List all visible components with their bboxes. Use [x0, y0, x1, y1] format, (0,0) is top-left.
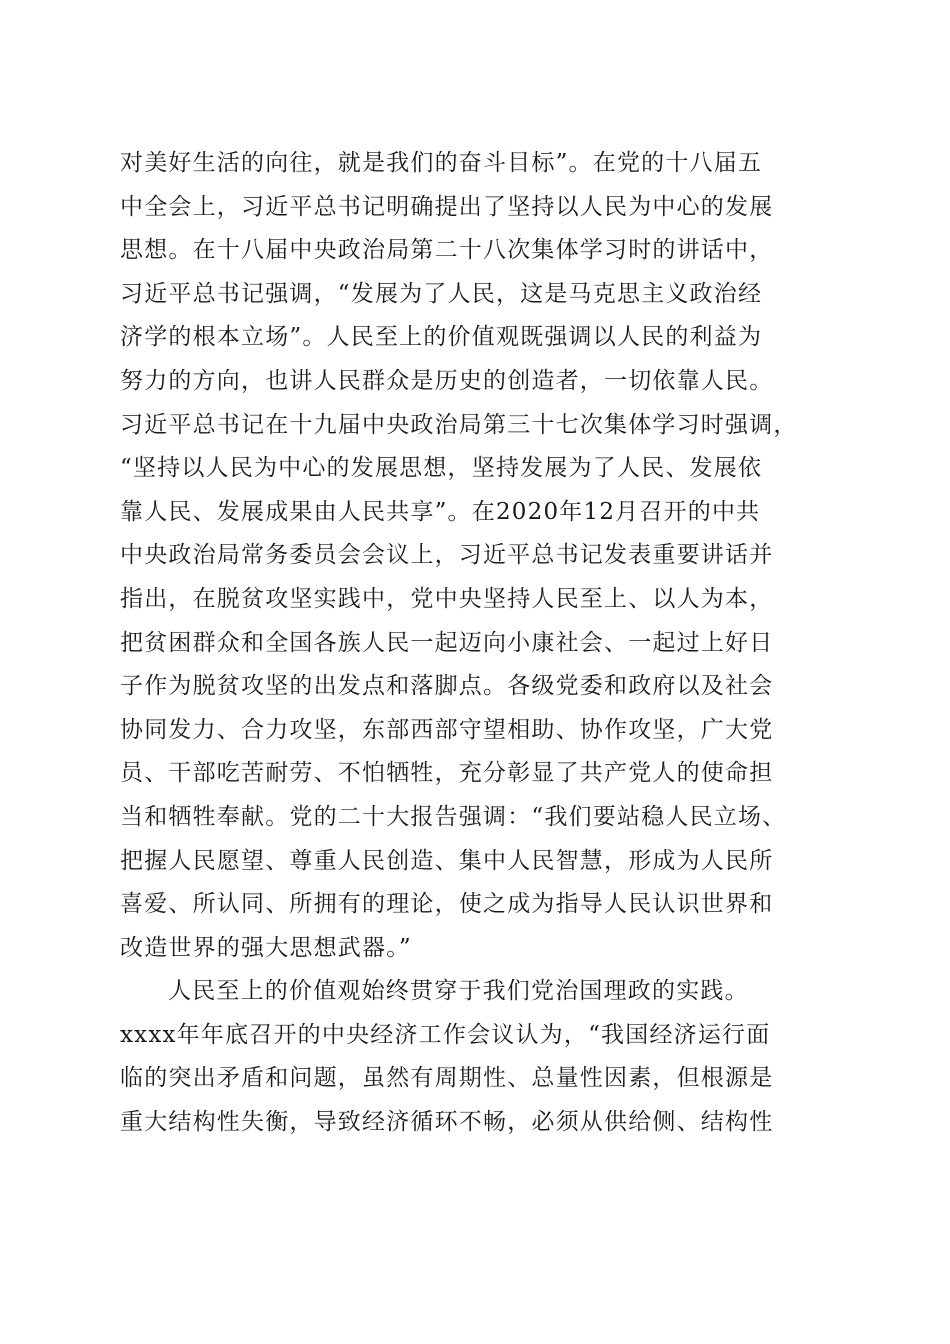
text-line: 协同发力、合力攻坚，东部西部守望相助、协作攻坚，广大党 — [120, 716, 774, 743]
text-line: xxxx年年底召开的中央经济工作会议认为，“我国经济运行面 — [120, 1021, 771, 1048]
text-line: 重大结构性失衡，导致经济循环不畅，必须从供给侧、结构性 — [120, 1109, 774, 1136]
text-line: 靠人民、发展成果由人民共享”。在2020年12月召开的中共 — [120, 498, 761, 525]
text-line: 子作为脱贫攻坚的出发点和落脚点。各级党委和政府以及社会 — [120, 673, 774, 700]
text-line: 临的突出矛盾和问题，虽然有周期性、总量性因素，但根源是 — [120, 1065, 774, 1092]
text-line: 员、干部吃苦耐劳、不怕牺牲，充分彰显了共产党人的使命担 — [120, 760, 774, 787]
text-line: 改造世界的强大思想武器。” — [120, 934, 412, 961]
text-line: 中全会上，习近平总书记明确提出了坚持以人民为中心的发展 — [120, 193, 774, 220]
text-line: 思想。在十八届中央政治局第二十八次集体学习时的讲话中， — [120, 237, 774, 264]
text-line: 习近平总书记在十九届中央政治局第三十七次集体学习时强调， — [120, 411, 798, 438]
text-line: 对美好生活的向往，就是我们的奋斗目标”。在党的十八届五 — [120, 150, 763, 176]
text-line: “坚持以人民为中心的发展思想，坚持发展为了人民、发展依 — [120, 455, 763, 482]
text-line: 努力的方向，也讲人民群众是历史的创造者，一切依靠人民。 — [120, 367, 774, 394]
text-line: 指出，在脱贫攻坚实践中，党中央坚持人民至上、以人为本， — [120, 585, 774, 612]
text-line: 济学的根本立场”。人民至上的价值观既强调以人民的利益为 — [120, 324, 763, 351]
text-line: 中央政治局常务委员会会议上，习近平总书记发表重要讲话并 — [120, 542, 774, 569]
body-text — [120, 142, 840, 1145]
text-line: 当和牺牲奉献。党的二十大报告强调：“我们要站稳人民立场、 — [120, 803, 787, 830]
text-line: 习近平总书记强调，“发展为了人民，这是马克思主义政治经 — [120, 280, 763, 307]
text-line: 喜爱、所认同、所拥有的理论，使之成为指导人民认识世界和 — [120, 891, 774, 918]
text-line: 把贫困群众和全国各族人民一起迈向小康社会、一起过上好日 — [120, 629, 774, 656]
paragraph-start-line: 人民至上的价值观始终贯穿于我们党治国理政的实践。 — [168, 978, 749, 1005]
text-line: 把握人民愿望、尊重人民创造、集中人民智慧，形成为人民所 — [120, 847, 774, 874]
